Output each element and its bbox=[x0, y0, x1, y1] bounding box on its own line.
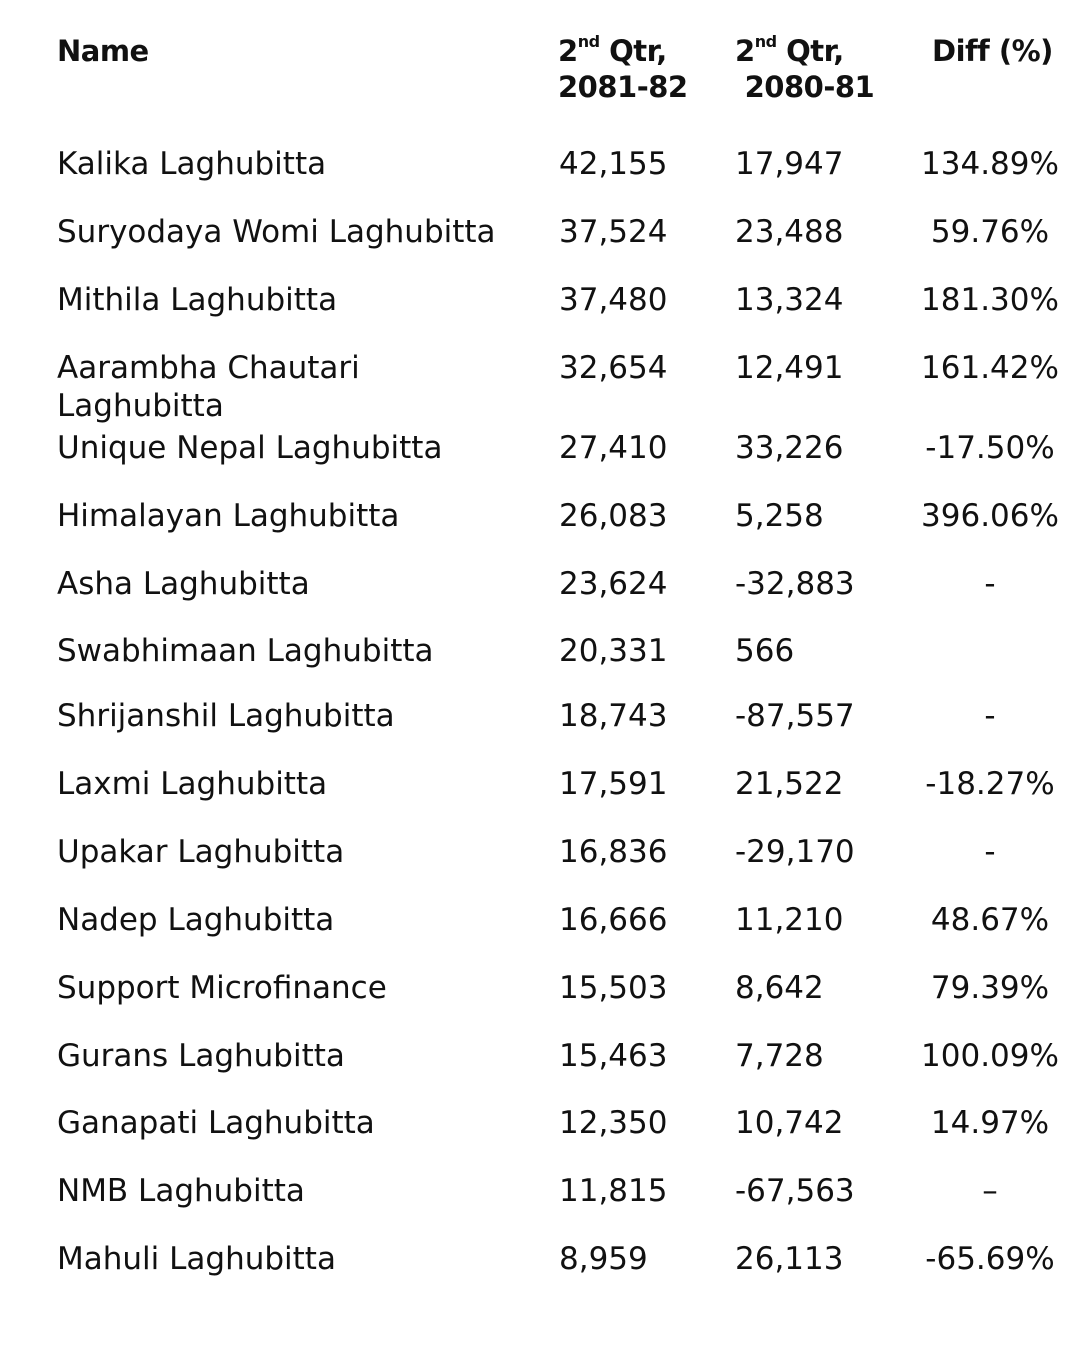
header-col2-qtr: Qtr, bbox=[786, 34, 844, 68]
value-2080-81: 12,491 bbox=[735, 350, 844, 386]
header-col1-qtr: Qtr, bbox=[609, 34, 667, 68]
diff-percent: 59.76% bbox=[930, 214, 1050, 250]
diff-percent: 396.06% bbox=[921, 498, 1059, 534]
value-2081-82: 8,959 bbox=[559, 1241, 648, 1277]
value-2081-82: 37,524 bbox=[559, 214, 668, 250]
value-2080-81: 11,210 bbox=[735, 902, 844, 938]
company-name: Gurans Laghubitta bbox=[57, 1038, 345, 1074]
header-col1-ordinal: 2 bbox=[558, 34, 578, 68]
value-2081-82: 15,503 bbox=[559, 970, 668, 1006]
table-row bbox=[0, 349, 1090, 424]
value-2080-81: -29,170 bbox=[735, 834, 855, 870]
table-row bbox=[0, 497, 1090, 537]
table-row bbox=[0, 765, 1090, 805]
value-2081-82: 18,743 bbox=[559, 698, 668, 734]
value-2080-81: -87,557 bbox=[735, 698, 855, 734]
company-name: Mahuli Laghubitta bbox=[57, 1241, 336, 1277]
value-2080-81: 8,642 bbox=[735, 970, 824, 1006]
table-row bbox=[0, 281, 1090, 321]
diff-percent: 14.97% bbox=[930, 1105, 1050, 1141]
value-2080-81: 23,488 bbox=[735, 214, 844, 250]
value-2081-82: 37,480 bbox=[559, 282, 668, 318]
value-2080-81: 5,258 bbox=[735, 498, 824, 534]
company-name: NMB Laghubitta bbox=[57, 1173, 305, 1209]
company-name: Laxmi Laghubitta bbox=[57, 766, 328, 802]
diff-percent: -17.50% bbox=[925, 430, 1055, 466]
table-row bbox=[0, 1037, 1090, 1077]
company-name: Mithila Laghubitta bbox=[57, 282, 338, 318]
value-2081-82: 15,463 bbox=[559, 1038, 668, 1074]
value-2080-81: 17,947 bbox=[735, 146, 844, 182]
table-row bbox=[0, 565, 1090, 605]
value-2080-81: 7,728 bbox=[735, 1038, 824, 1074]
value-2080-81: 26,113 bbox=[735, 1241, 844, 1277]
diff-percent: -18.27% bbox=[925, 766, 1055, 802]
company-name: Unique Nepal Laghubitta bbox=[57, 430, 443, 466]
company-name: Kalika Laghubitta bbox=[57, 146, 327, 182]
diff-percent: - bbox=[984, 566, 996, 602]
value-2080-81: 566 bbox=[735, 633, 795, 669]
table-row bbox=[0, 213, 1090, 253]
header-col2-year: 2080-81 bbox=[744, 70, 875, 104]
value-2081-82: 16,836 bbox=[559, 834, 668, 870]
diff-percent: 79.39% bbox=[930, 970, 1050, 1006]
value-2081-82: 12,350 bbox=[559, 1105, 668, 1141]
value-2080-81: 21,522 bbox=[735, 766, 844, 802]
diff-percent: - bbox=[984, 698, 996, 734]
value-2081-82: 11,815 bbox=[559, 1173, 668, 1209]
company-name: Suryodaya Womi Laghubitta bbox=[57, 214, 496, 250]
table-row bbox=[0, 1104, 1090, 1144]
value-2081-82: 27,410 bbox=[559, 430, 668, 466]
header-col1-year: 2081-82 bbox=[558, 70, 688, 104]
company-name: Nadep Laghubitta bbox=[57, 902, 335, 938]
diff-percent: -65.69% bbox=[925, 1241, 1055, 1277]
company-name: Himalayan Laghubitta bbox=[57, 498, 400, 534]
value-2081-82: 26,083 bbox=[559, 498, 668, 534]
company-name: Ganapati Laghubitta bbox=[57, 1105, 375, 1141]
header-col2-ordinal: 2 bbox=[735, 34, 755, 68]
company-name: Swabhimaan Laghubitta bbox=[57, 633, 434, 669]
diff-percent: 181.30% bbox=[921, 282, 1059, 318]
company-name: Asha Laghubitta bbox=[57, 566, 310, 602]
table-row bbox=[0, 901, 1090, 941]
company-name: Aarambha Chautari Laghubitta bbox=[57, 350, 360, 424]
table-row bbox=[0, 969, 1090, 1009]
table-row bbox=[0, 429, 1090, 469]
company-name: Upakar Laghubitta bbox=[57, 834, 345, 870]
value-2081-82: 16,666 bbox=[559, 902, 668, 938]
table-row bbox=[0, 833, 1090, 873]
value-2081-82: 42,155 bbox=[559, 146, 668, 182]
value-2081-82: 32,654 bbox=[559, 350, 668, 386]
table-row bbox=[0, 632, 1090, 672]
header-q2-2081-82 bbox=[558, 33, 688, 105]
value-2080-81: 33,226 bbox=[735, 430, 844, 466]
table-row bbox=[0, 145, 1090, 185]
header-name: Name bbox=[57, 34, 149, 68]
value-2080-81: 13,324 bbox=[735, 282, 844, 318]
diff-percent: – bbox=[982, 1173, 998, 1209]
company-name: Shrijanshil Laghubitta bbox=[57, 698, 395, 734]
diff-percent: 161.42% bbox=[921, 350, 1059, 386]
diff-percent: 100.09% bbox=[921, 1038, 1059, 1074]
table-row bbox=[0, 1240, 1090, 1280]
value-2080-81: -32,883 bbox=[735, 566, 855, 602]
header-diff: Diff (%) bbox=[932, 34, 1053, 68]
table-row bbox=[0, 697, 1090, 737]
diff-percent: 134.89% bbox=[921, 146, 1059, 182]
value-2081-82: 17,591 bbox=[559, 766, 668, 802]
diff-percent: - bbox=[984, 834, 996, 870]
table-row bbox=[0, 1172, 1090, 1212]
header-col2-suffix: nd bbox=[754, 32, 777, 52]
value-2081-82: 20,331 bbox=[559, 633, 668, 669]
diff-percent: 48.67% bbox=[930, 902, 1050, 938]
company-name: Support Microfinance bbox=[57, 970, 387, 1006]
value-2080-81: -67,563 bbox=[735, 1173, 855, 1209]
header-col1-suffix: nd bbox=[577, 32, 600, 52]
value-2080-81: 10,742 bbox=[735, 1105, 844, 1141]
value-2081-82: 23,624 bbox=[559, 566, 668, 602]
header-q2-2080-81 bbox=[735, 33, 874, 105]
